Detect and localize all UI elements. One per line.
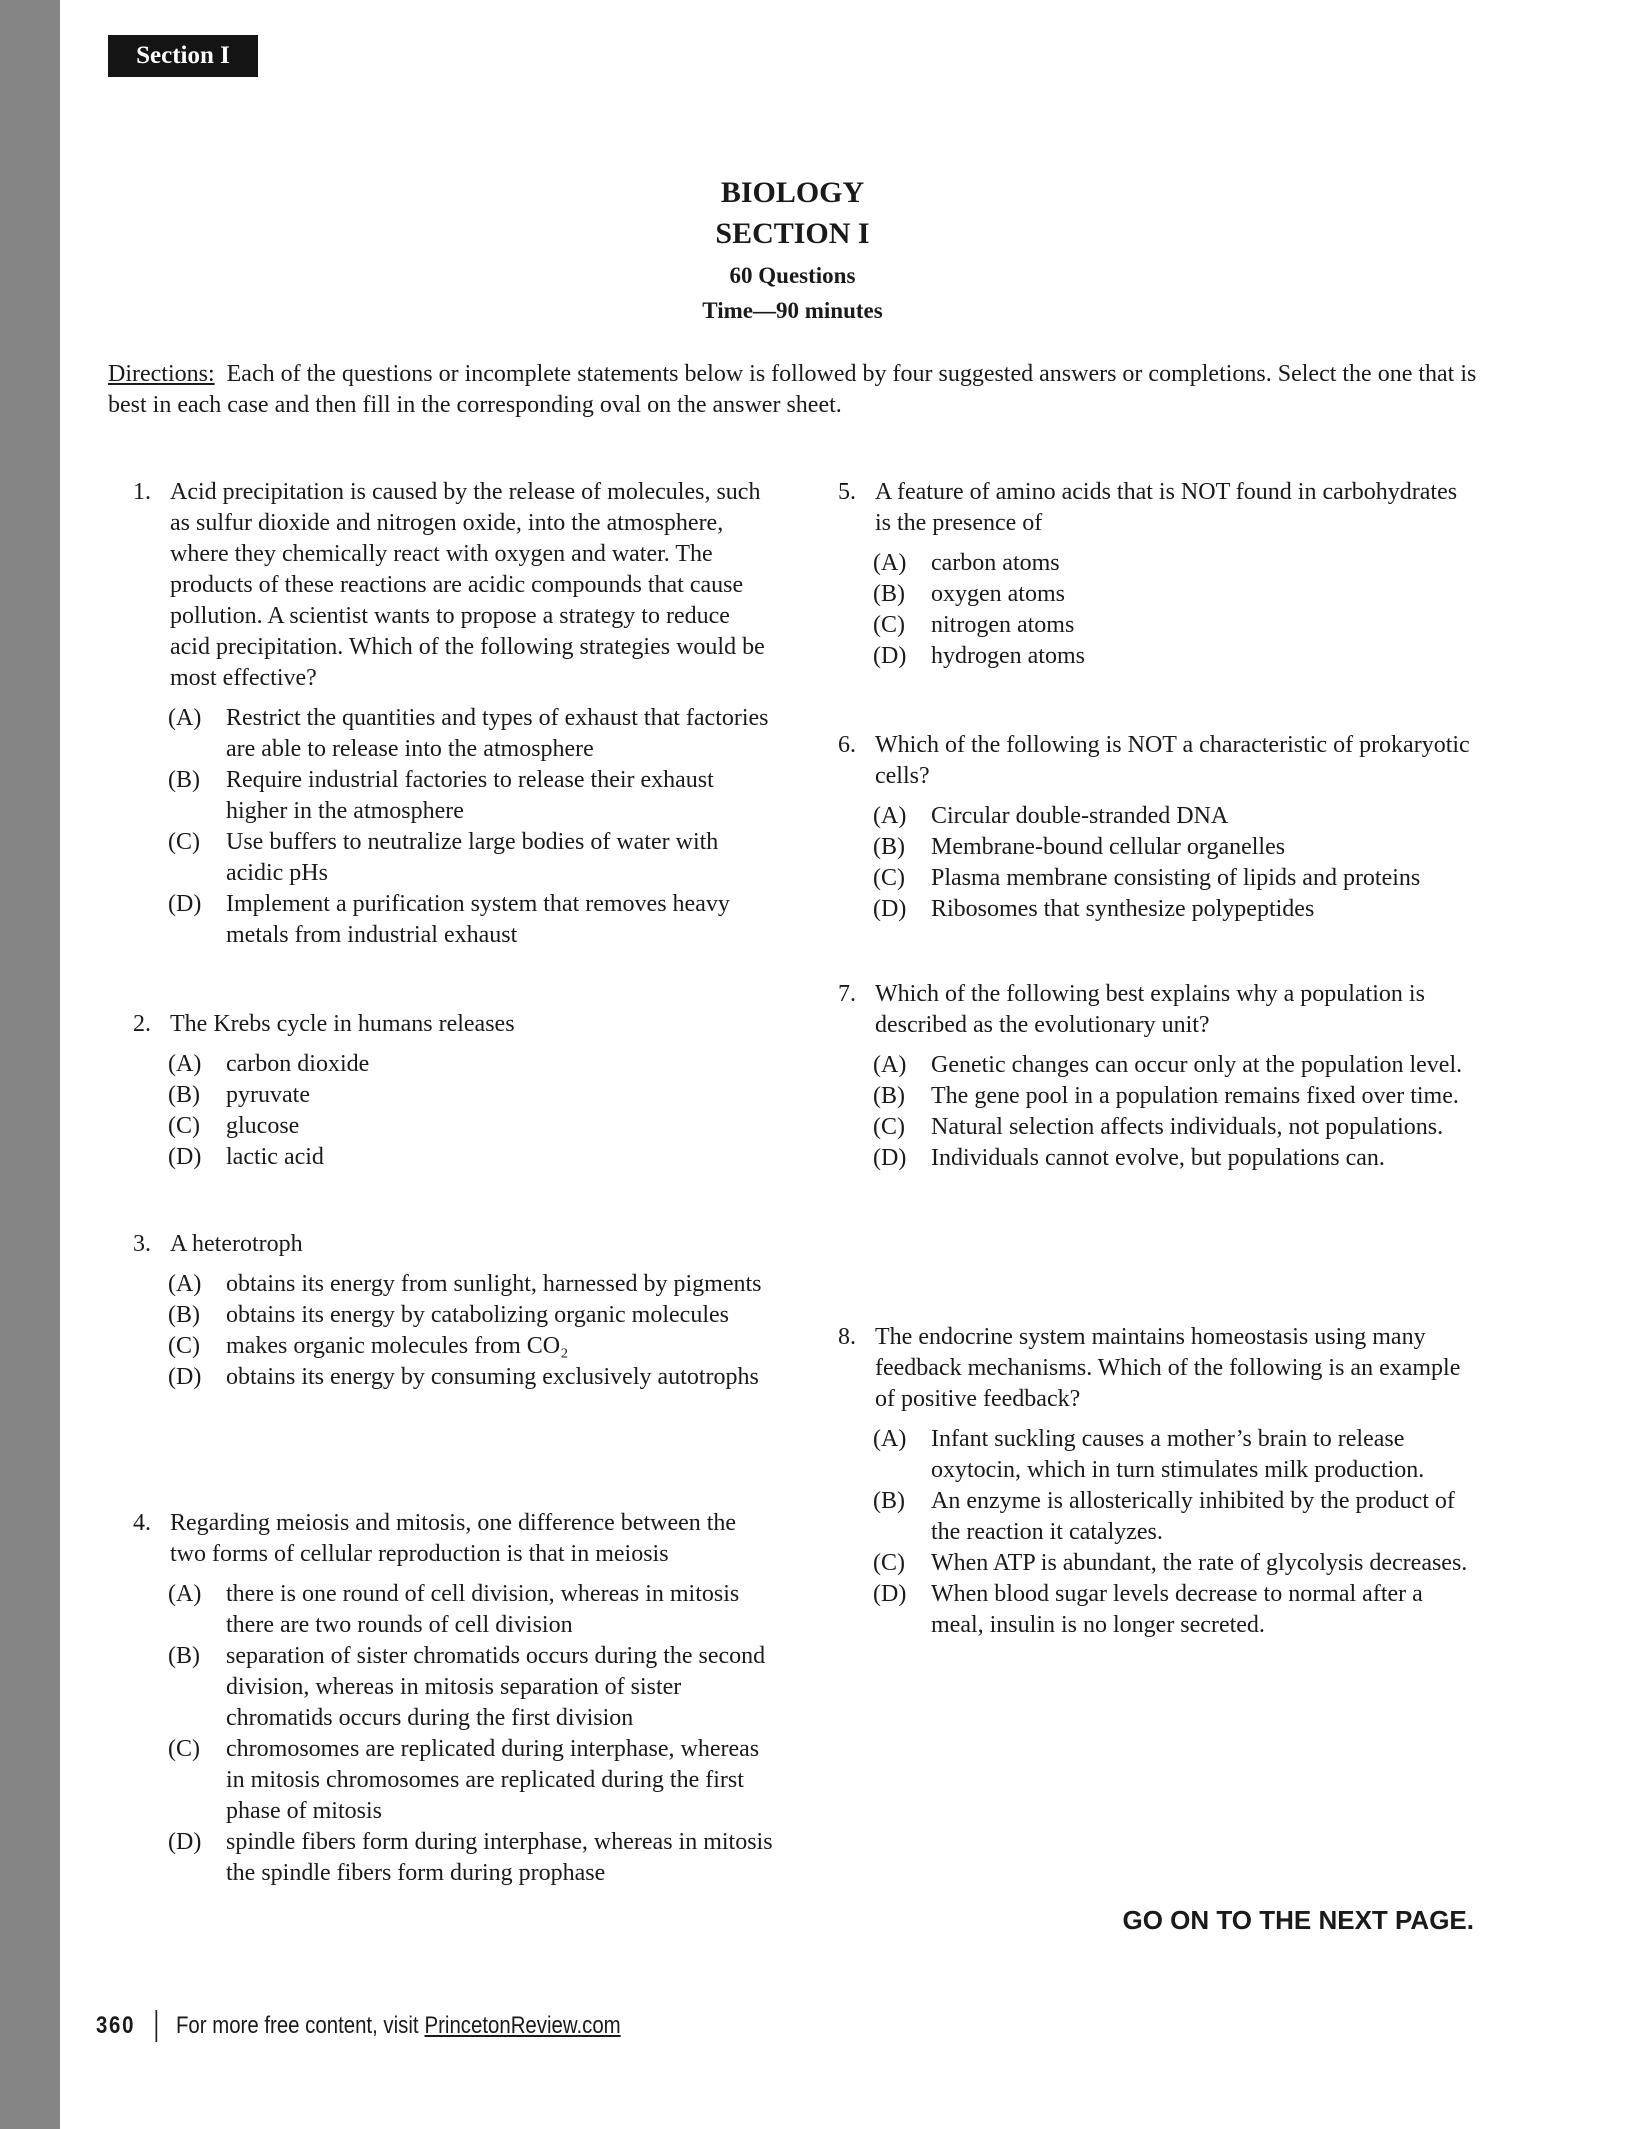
page-number: 360: [96, 2012, 136, 2039]
answer-option: [838, 863, 1478, 894]
option-text: lactic acid: [226, 1144, 324, 1170]
answer-option: [838, 1548, 1478, 1579]
answer-options: [838, 1050, 1478, 1174]
option-text: chromosomes are replicated during interphase, whereas in mitosis chromosomes are replicated during the first phase of mitosis: [226, 1736, 760, 1824]
answer-option: [838, 548, 1478, 579]
option-letter: (C): [873, 1550, 905, 1576]
option-text: separation of sister chromatids occurs during the second division, whereas in mitosis separation of sister chromatids occurs during the first division: [226, 1643, 766, 1731]
option-text: When ATP is abundant, the rate of glycolysis decreases.: [931, 1550, 1468, 1576]
option-text: Individuals cannot evolve, but populations can.: [931, 1145, 1385, 1171]
option-letter: (D): [168, 1144, 202, 1170]
answer-option: [133, 1827, 773, 1889]
option-letter: (D): [873, 1581, 907, 1607]
option-text: Natural selection affects individuals, not populations.: [931, 1114, 1444, 1140]
option-text: Restrict the quantities and types of exhaust that factories are able to release into the atmosphere: [226, 705, 769, 762]
answer-option: [838, 1081, 1478, 1112]
option-text: Ribosomes that synthesize polypeptides: [931, 896, 1315, 922]
question-stem: Which of the following best explains why a population is described as the evolutionary unit?: [875, 981, 1425, 1038]
answer-options: [133, 703, 773, 951]
subject-title: BIOLOGY: [720, 176, 865, 209]
answer-option: [133, 1080, 773, 1111]
option-letter: (C): [168, 1736, 200, 1762]
option-letter: (A): [873, 1052, 907, 1078]
question-3: [133, 1229, 773, 1393]
answer-option: [838, 832, 1478, 863]
footer-text: For more free content, visit: [175, 2012, 419, 2039]
answer-options: [133, 1269, 773, 1393]
answer-option: [133, 703, 773, 765]
option-text: carbon atoms: [931, 550, 1060, 576]
option-text: obtains its energy by catabolizing organic molecules: [226, 1302, 729, 1328]
answer-option: [133, 1362, 773, 1393]
option-text: Infant suckling causes a mother’s brain to release oxytocin, which in turn stimulates milk production.: [931, 1426, 1425, 1483]
option-letter: (A): [168, 1581, 202, 1607]
answer-option: [838, 579, 1478, 610]
option-text: obtains its energy by consuming exclusively autotrophs: [226, 1364, 759, 1390]
option-letter: (A): [873, 803, 907, 829]
question-stem: Regarding meiosis and mitosis, one difference between the two forms of cellular reproduction is that in meiosis: [170, 1510, 737, 1567]
answer-option: [133, 1331, 773, 1362]
option-letter: (B): [873, 1488, 905, 1514]
question-stem: The Krebs cycle in humans releases: [170, 1011, 515, 1037]
option-letter: (C): [873, 865, 905, 891]
answer-options: [133, 1579, 773, 1889]
answer-option: [838, 1112, 1478, 1143]
time-limit: Time—90 minutes: [702, 298, 883, 323]
answer-option: [133, 1269, 773, 1300]
option-letter: (C): [168, 829, 200, 855]
directions-text: Each of the questions or incomplete statements below is followed by four suggested answers or completions. Select the one that is best in each case and then fill in the corresponding oval on the answer sheet.: [108, 361, 1477, 418]
option-text: oxygen atoms: [931, 581, 1065, 607]
answer-options: [133, 1049, 773, 1173]
page-edge-bar: [0, 0, 60, 2129]
answer-options: [838, 1424, 1478, 1641]
question-2: [133, 1009, 773, 1173]
option-letter: (A): [873, 550, 907, 576]
question-number: 1.: [133, 479, 151, 505]
option-text: Genetic changes can occur only at the population level.: [931, 1052, 1463, 1078]
answer-option: [133, 827, 773, 889]
option-letter: (D): [168, 891, 202, 917]
option-text: carbon dioxide: [226, 1051, 370, 1077]
option-text: Membrane-bound cellular organelles: [931, 834, 1286, 860]
option-text: Require industrial factories to release their exhaust higher in the atmosphere: [226, 767, 714, 824]
option-text: The gene pool in a population remains fixed over time.: [931, 1083, 1459, 1109]
option-letter: (B): [168, 1082, 200, 1108]
option-letter: (D): [873, 1145, 907, 1171]
question-6: [838, 730, 1478, 925]
option-letter: (B): [873, 1083, 905, 1109]
option-letter: (A): [168, 1271, 202, 1297]
question-stem: A feature of amino acids that is NOT found in carbohydrates is the presence of: [875, 479, 1458, 536]
question-4: [133, 1508, 773, 1889]
answer-option: [133, 1641, 773, 1734]
option-text: nitrogen atoms: [931, 612, 1075, 638]
option-letter: (B): [873, 581, 905, 607]
question-7: [838, 979, 1478, 1174]
option-letter: (C): [873, 1114, 905, 1140]
answer-option: [133, 1300, 773, 1331]
answer-option: [838, 1579, 1478, 1641]
option-text: makes organic molecules from CO₂: [226, 1333, 569, 1359]
answer-option: [133, 889, 773, 951]
question-count: 60 Questions: [729, 263, 856, 288]
option-letter: (B): [168, 767, 200, 793]
answer-option: [133, 1734, 773, 1827]
question-number: 5.: [838, 479, 856, 505]
answer-option: [133, 1579, 773, 1641]
princeton-review-link[interactable]: PrincetonReview.com: [424, 2012, 621, 2039]
option-text: Plasma membrane consisting of lipids and proteins: [931, 865, 1421, 891]
directions-label: Directions:: [108, 361, 215, 387]
option-text: hydrogen atoms: [931, 643, 1085, 669]
directions: [108, 359, 1478, 421]
answer-option: [838, 1486, 1478, 1548]
question-1: [133, 477, 773, 951]
option-text: obtains its energy from sunlight, harnessed by pigments: [226, 1271, 762, 1297]
answer-option: [133, 1142, 773, 1173]
question-stem: Acid precipitation is caused by the release of molecules, such as sulfur dioxide and nitrogen oxide, into the atmosphere, where they chemically react with oxygen and water. The products of these reactions are acidic compounds that cause pollution. A scientist wants to propose a strategy to reduce acid precipitation. Which of the following strategies would be most effective?: [170, 479, 765, 691]
go-on-notice: GO ON TO THE NEXT PAGE.: [1122, 1905, 1474, 1935]
answer-option: [838, 610, 1478, 641]
question-number: 7.: [838, 981, 856, 1007]
option-text: Implement a purification system that removes heavy metals from industrial exhaust: [226, 891, 730, 948]
option-text: spindle fibers form during interphase, whereas in mitosis the spindle fibers form during prophase: [226, 1829, 773, 1886]
option-text: glucose: [226, 1113, 300, 1139]
question-number: 4.: [133, 1510, 151, 1536]
answer-options: [838, 548, 1478, 672]
answer-options: [838, 801, 1478, 925]
question-number: 3.: [133, 1231, 151, 1257]
option-text: Use buffers to neutralize large bodies of water with acidic pHs: [226, 829, 719, 886]
answer-option: [133, 1049, 773, 1080]
option-letter: (C): [168, 1333, 200, 1359]
option-letter: (A): [168, 705, 202, 731]
answer-option: [838, 801, 1478, 832]
answer-option: [838, 1143, 1478, 1174]
option-text: pyruvate: [226, 1082, 310, 1108]
option-letter: (C): [168, 1113, 200, 1139]
answer-option: [838, 641, 1478, 672]
option-text: Circular double-stranded DNA: [931, 803, 1229, 829]
answer-option: [133, 765, 773, 827]
option-letter: (D): [873, 643, 907, 669]
option-text: there is one round of cell division, whereas in mitosis there are two rounds of cell division: [226, 1581, 740, 1638]
question-8: [838, 1322, 1478, 1641]
section-title: SECTION I: [715, 217, 870, 250]
option-letter: (B): [873, 834, 905, 860]
question-number: 2.: [133, 1011, 151, 1037]
option-letter: (A): [168, 1051, 202, 1077]
option-text: When blood sugar levels decrease to normal after a meal, insulin is no longer secreted.: [931, 1581, 1423, 1638]
question-number: 6.: [838, 732, 856, 758]
option-letter: (B): [168, 1302, 200, 1328]
question-number: 8.: [838, 1324, 856, 1350]
option-letter: (C): [873, 612, 905, 638]
answer-option: [133, 1111, 773, 1142]
footer: [96, 2010, 621, 2042]
option-letter: (A): [873, 1426, 907, 1452]
answer-option: [838, 894, 1478, 925]
answer-option: [838, 1050, 1478, 1081]
answer-option: [838, 1424, 1478, 1486]
question-5: [838, 477, 1478, 672]
option-letter: (D): [168, 1829, 202, 1855]
option-letter: (D): [168, 1364, 202, 1390]
option-letter: (B): [168, 1643, 200, 1669]
question-stem: Which of the following is NOT a characteristic of prokaryotic cells?: [875, 732, 1470, 789]
option-text: An enzyme is allosterically inhibited by the product of the reaction it catalyzes.: [931, 1488, 1455, 1545]
question-stem: A heterotroph: [170, 1231, 303, 1257]
option-letter: (D): [873, 896, 907, 922]
question-stem: The endocrine system maintains homeostasis using many feedback mechanisms. Which of the following is an example of positive feedback?: [875, 1324, 1461, 1412]
footer-divider: [156, 2010, 158, 2042]
section-badge: Section I: [108, 35, 258, 77]
